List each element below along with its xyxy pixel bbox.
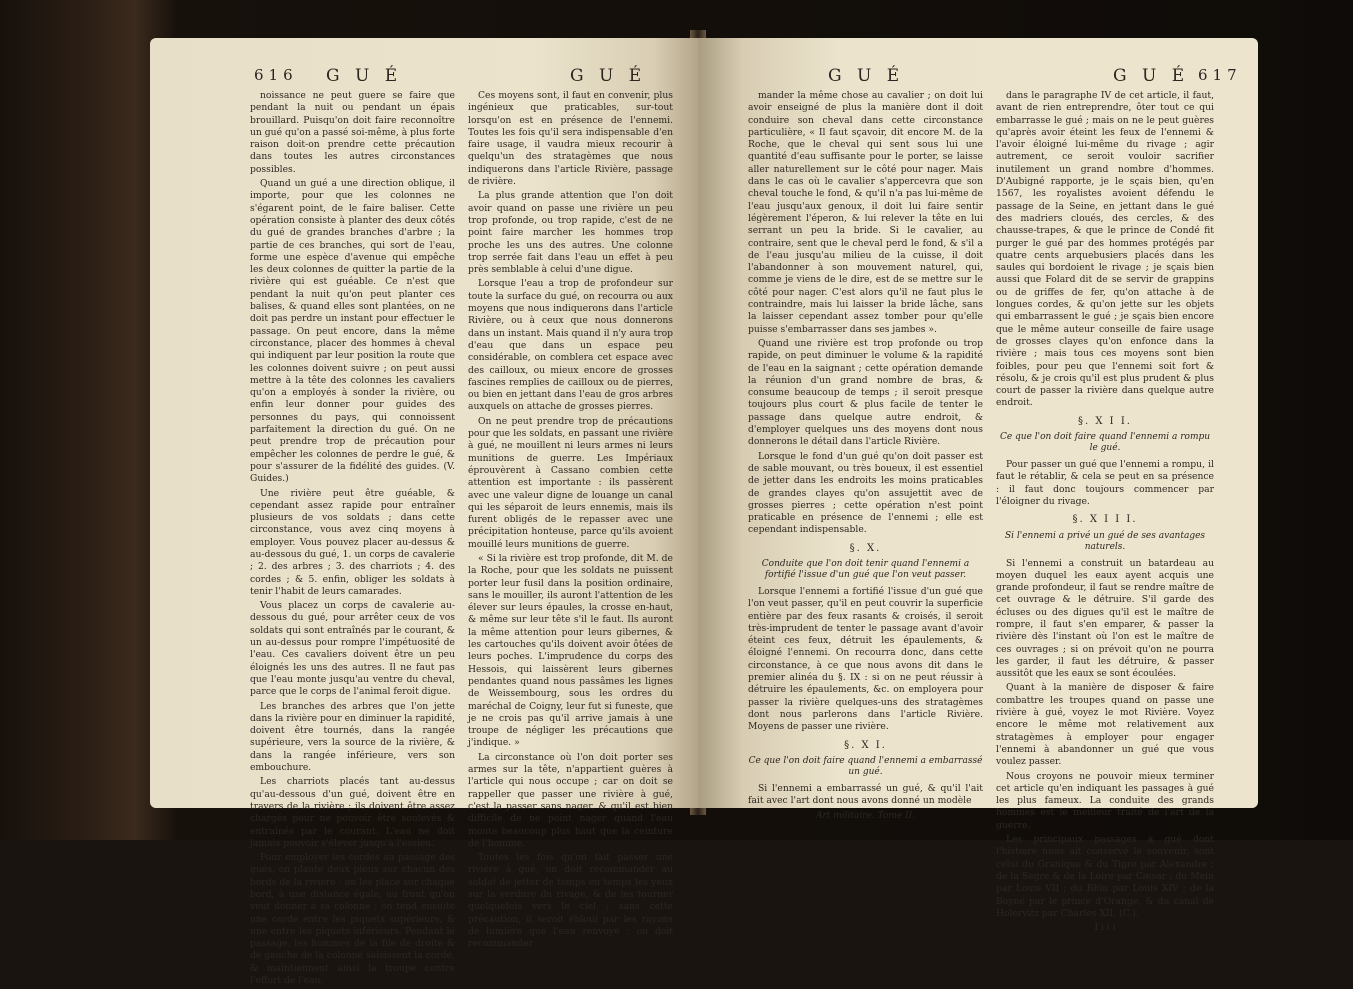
section-heading: §. X. — [849, 542, 882, 554]
left-page-number: 616 — [254, 66, 298, 84]
section-caption: Conduite que l'on doit tenir quand l'ennemi a fortifié l'issue d'un gué que l'on veut passer. — [761, 558, 970, 580]
paragraph: Toutes les fois qu'on fait passer une rivière à gué, on doit recommander au soldat de jetter de temps en temps les yeux sur la verdure du rivage, & de les tourner quelquefois vers le ciel ; sans cette précaution, il seroit ébloui par les rayons de lumière que l'eau renvoye : on doit recommander — [468, 852, 673, 950]
left-running-head-1: G U É — [326, 66, 403, 86]
page-footer: Art militaire. Tome II. — [815, 811, 916, 822]
left-page — [150, 38, 698, 987]
section-caption: Ce que l'on doit faire quand l'ennemi a embarrassé un gué. — [748, 755, 983, 777]
section-heading: §. X I I I. — [1072, 514, 1138, 526]
left-column-2 — [468, 90, 673, 952]
paragraph: Lorsque le fond d'un gué qu'on doit passer est de sable mouvant, ou très boueux, il est essentiel de jetter dans les endroits les moins praticables de grandes clayes qu'on assujettit avec de grosses pierres ; cette opération n'est point praticable en présence de l'ennemi ; elle est cependant indispensable. — [748, 450, 983, 536]
paragraph: Quant à la manière de disposer & faire combattre les troupes quand on passe une rivière à gué, voyez le mot Rivière. Voyez encore le même mot relativement aux stratagèmes à employer pour engager l'ennemi à abandonner un gué que vous voulez passer. — [996, 682, 1214, 768]
paragraph: La plus grande attention que l'on doit avoir quand on passe une rivière un peu trop profonde, ou trop rapide, c'est de ne point faire marcher les hommes trop proche les uns des autres. Une colonne trop serrée fait dans l'eau un effet à peu près semblable à celui d'une digue. — [468, 190, 673, 276]
paragraph: Si l'ennemi a construit un batardeau au moyen duquel les eaux ayent acquis une grande profondeur, il faut se rendre maître de cet ouvrage & le détruire. S'il garde des écluses ou des digues qu'il est le maître de rompre, il faut s'en emparer, & passer la rivière dès l'instant où l'on est le maître de ces ouvrages ; si on prévoit qu'on ne pourra les garder, il faut les détruire, & passer aussitôt que les eaux se sont écoulées. — [996, 557, 1214, 680]
right-running-head-1: G U É — [828, 66, 905, 86]
paragraph: Pour employer les cordes au passage des gués, on plante deux pieux sur chacun des bords de la rivière : on les place sur chaque bord, à une distance égale, au front qu'on veut donner à sa colonne ; on tend ensuite une corde entre les piquets supérieurs, & une entre les piquets inférieurs. Pendant le passage, les hommes de la file de droite & de gauche de la colonne saisissent la corde, & maintiennent ainsi la troupe contre l'effort de l'eau. — [250, 852, 455, 987]
paragraph: Nous croyons ne pouvoir mieux terminer cet article qu'en indiquant les passages à gué les plus fameux. La conduite des grands hommes est le meilleur traité de l'art de la guerre. — [996, 770, 1214, 831]
paragraph: La circonstance où l'on doit porter ses armes sur la tête, n'appartient guères à l'article qui nous occupe ; car on doit se rappeller que passer une rivière à gué, c'est la passer sans nager, & qu'il est bien difficile de ne point nager quand l'eau monte beaucoup plus haut que la ceinture de l'homme. — [468, 751, 673, 849]
paragraph: Les charriots placés tant au-dessus qu'au-dessous d'un gué, doivent être en travers de la rivière ; ils doivent être assez chargés pour ne pouvoir être soulevés & entraînés par le courant. L'eau ne doit jamais pouvoir s'élever jusqu'à l'essieu. — [250, 776, 455, 849]
right-page — [698, 38, 1258, 934]
right-column-2 — [996, 90, 1214, 934]
paragraph: Ces moyens sont, il faut en convenir, plus ingénieux que praticables, sur-tout lorsqu'on est en présence de l'ennemi. Toutes les fois qu'il sera indispensable d'en faire usage, il vaudra mieux recourir à quelqu'un des stratagèmes que nous indiquerons dans l'article Rivière, passage de rivière. — [468, 90, 673, 188]
paragraph: Une rivière peut être guéable, & cependant assez rapide pour entraîner plusieurs de vos soldats ; dans cette circonstance, vous avez cinq moyens à employer. Vous pouvez placer au-dessus & au-dessous du gué, 1. un corps de cavalerie ; 2. des arbres ; 3. des charriots ; 4. des cordes ; & 5. enfin, obliger les soldats à tenir l'habit de leurs camarades. — [250, 487, 455, 597]
paragraph: mander la même chose au cavalier ; on doit lui avoir enseigné de plus la manière dont il doit conduire son cheval dans cette circonstance particulière, « Il faut sçavoir, dit encore M. de la Roche, que le cheval qui sent sous lui une quantité d'eau suffisante pour le porter, se laisse aller naturellement sur le côté pour nager. Mais dans le cas où le cavalier s'appercevra que son cheval touche le fond, & qu'il n'a pas lui-même de l'eau jusqu'aux genoux, il doit lui faire sentir légèrement l'éperon, & lui relever la tête en lui serrant un peu la bride. Si le cavalier, au contraire, sent que le cheval perd le fond, & s'il a de l'eau jusqu'au milieu de la cuisse, il doit l'abandonner à son mouvement naturel, qui, comme je viens de le dire, est de se mettre sur le côté pour nager. C'est alors qu'il ne faut plus le contraindre, mais lui laisser la bride lâche, sans la laisser cependant assez tomber pour qu'elle puisse s'embarrasser dans ses jambes ». — [748, 90, 983, 335]
section-caption: Si l'ennemi a privé un gué de ses avantages naturels. — [1004, 530, 1206, 552]
right-column-1 — [748, 90, 983, 823]
paragraph: Pour passer un gué que l'ennemi a rompu, il faut le rétablir, & cela se peut en sa présence : il faut donc toujours commencer par l'éloigner du rivage. — [996, 459, 1214, 507]
paragraph: « Si la rivière est trop profonde, dit M. de la Roche, pour que les soldats ne puissent porter leur fusil dans la position ordinaire, sans le mouiller, ils auront l'attention de les élever sur leurs épaules, la crosse en-haut, & même sur leur tête s'il le faut. Ils auront la même attention pour leurs gibernes, & les cartouches qu'ils doivent avoir ôtées de leurs poches. L'imprudence du corps des Hessois, qui laissèrent leurs gibernes pendantes quand nous passâmes les lignes de Weissembourg, sous les ordres du maréchal de Coigny, leur fut si funeste, que je ne crois pas qu'il arrive jamais à une troupe de négliger les précautions que j'indique. » — [468, 552, 673, 749]
paragraph: Lorsque l'eau a trop de profondeur sur toute la surface du gué, on recourra ou aux moyens que nous indiquerons dans l'article Rivière, ou à ceux que nous donnerons dans un instant. Mais quand il n'y aura trop d'eau que dans un espace peu considérable, on comblera cet espace avec des cailloux, ou mieux encore de grosses fascines remplies de cailloux ou de pierres, ou bien en jettant dans l'eau de gros arbres auxquels on attache de grosses pierres. — [468, 278, 673, 413]
paragraph: Vous placez un corps de cavalerie au-dessous du gué, pour arrêter ceux de vos soldats qui sont entraînés par le courant, & un au-dessus pour rompre l'impétuosité de l'eau. Ces cavaliers doivent être un peu éloignés les uns des autres. Il ne faut pas que l'eau monte jusqu'au ventre du cheval, parce que le corps de l'animal feroit digue. — [250, 600, 455, 698]
paragraph: Lorsque l'ennemi a fortifié l'issue d'un gué que l'on veut passer, qu'il en peut couvrir la superficie entière par des feux rasants & croisés, il seroit très-imprudent de tenter le passage avant d'avoir éteint ces feux, détruit les épaulements, & éloigné l'ennemi. On recourra donc, dans cette circonstance, à ce que nous avons dit dans le premier alinéa du §. IX : si on ne peut réussir à détruire les épaulements, &c. on employera pour passer la rivière quelques-uns des stratagèmes dont nous parlerons dans l'article Rivière. Moyens de passer une rivière. — [748, 585, 983, 733]
paragraph: Les principaux passages à gué dont l'histoire nous ait conservé le souvenir, sont celui du Granique & du Tigre par Alexandre ; de la Segre & de la Loire par Cæsar ; du Mein par Louis VII ; du Rhin par Louis XIV ; de la Boyne par le prince d'Orange, & du canal de Holervitz par Charles XII. (C.). — [996, 834, 1214, 919]
paragraph: noissance ne peut guere se faire que pendant la nuit ou pendant un épais brouillard. Puisqu'on doit faire reconnoître un gué qu'on a passé soi-même, à plus forte raison doit-on prendre cette précaution dans toutes les autres circonstances possibles. — [250, 90, 455, 175]
paragraph: On ne peut prendre trop de précautions pour que les soldats, en passant une rivière à gué, ne mouillent ni leurs armes ni leurs munitions de guerre. Les Impériaux éprouvèrent à Cassano combien cette attention est importante : ils passèrent avec une valeur digne de louange un canal qui les séparoit de leurs ennemis, mais ils furent obligés de le repasser avec une précipitation honteuse, parce qu'ils avoient mouillé leurs munitions de guerre. — [468, 415, 673, 550]
paragraph: Si l'ennemi a embarrassé un gué, & qu'il l'ait fait avec l'art dont nous avons donné un modèle — [748, 782, 983, 807]
signature-mark: I i i i — [1094, 922, 1116, 934]
right-running-head-2: G U É — [1113, 66, 1190, 86]
paragraph: Les branches des arbres que l'on jette dans la rivière pour en diminuer la rapidité, doivent être tournés, dans la rangée supérieure, vers la source de la rivière, & dans la rangée inférieure, vers son embouchure. — [250, 700, 455, 774]
paragraph: dans le paragraphe IV de cet article, il faut, avant de rien entreprendre, ôter tout ce qui embarrasse le gué ; mais on ne le peut guères qu'après avoir éteint les feux de l'ennemi & l'avoir éloigné lui-même du rivage ; agir autrement, ce seroit vouloir sacrifier inutilement un grand nombre d'hommes. D'Aubigné rapporte, je le sçais bien, qu'en 1567, les royalistes avoient défendu le passage de la Seine, en jettant dans le gué des madriers cloués, des cercles, & des chausse-trapes, & que le prince de Condé fit purger le gué par des hommes protégés par quatre cents arquebusiers placés dans les saules qui bordoient le rivage ; je sçais bien aussi que Folard dit de se servir de grappins ou de griffes de fer, qu'on attache à de longues cordes, & qu'on jette sur les objets qui embarrassent le gué ; je sçais bien encore que le même auteur conseille de faire usage de grosses clayes qu'on enfonce dans la rivière ; mais tous ces moyens sont bien foibles, pour peu que l'ennemi soit fort & résolu, & je crois qu'il est plus prudent & plus court de passer la rivière dans quelque autre endroit. — [996, 90, 1214, 409]
paragraph: Quand un gué a une direction oblique, il importe, pour que les colonnes ne s'égarent point, de le faire baliser. Cette opération consiste à planter des deux côtés du gué de grandes branches d'arbre ; la partie de ces branches, qui sort de l'eau, forme une espèce d'avenue qui empêche les deux colonnes de quitter la partie de la rivière qui est guéable. Ce n'est que pendant la nuit qu'on peut planter ces balises, & quand elles sont plantées, on ne doit pas perdre un instant pour effectuer le passage. On peut encore, dans la même circonstance, placer des hommes à cheval qui indiquent par leur position la route que les colonnes doivent suivre ; on peut aussi mettre à la tête des colonnes les cavaliers qu'on a employés à sonder la rivière, ou enfin leur donner pour guides des personnes du pays, qui connoissent parfaitement la direction du gué. On ne peut prendre trop de précaution pour empêcher les colonnes de perdre le gué, & pour s'assurer de la fidélité des guides. (V. Guides.) — [250, 178, 455, 485]
section-heading: §. X I. — [844, 739, 887, 751]
section-heading: §. X I I. — [1078, 415, 1132, 427]
paragraph: Quand une rivière est trop profonde ou trop rapide, on peut diminuer le volume & la rapidité de l'eau en la saignant ; cette opération demande la réunion d'un grand nombre de bras, & consume beaucoup de temps ; il seroit presque toujours plus court & plus facile de tenter le passage dans quelque autre endroit, & d'employer quelques uns des moyens dont nous donnerons le détail dans l'article Rivière. — [748, 337, 983, 448]
right-page-number: 617 — [1198, 66, 1242, 84]
left-running-head-2: G U É — [570, 66, 647, 86]
section-caption: Ce que l'on doit faire quand l'ennemi a rompu le gué. — [999, 432, 1211, 454]
left-column-1 — [250, 90, 455, 989]
